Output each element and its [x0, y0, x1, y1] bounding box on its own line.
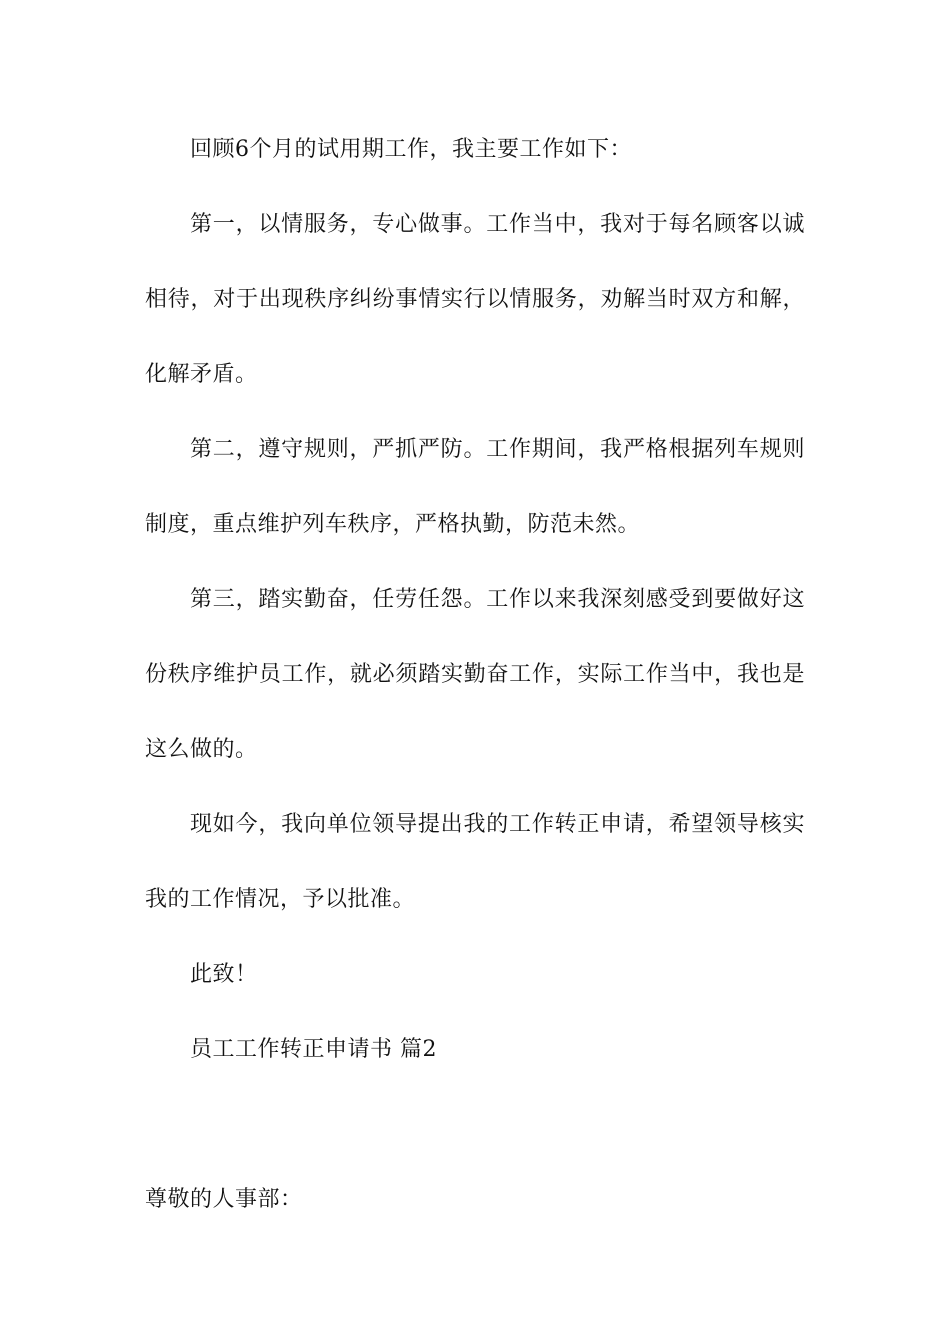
paragraph-first-line-2: 相待，对于出现秩序纠纷事情实行以情服务，劝解当时双方和解， [145, 287, 805, 312]
paragraph-first-line-1: 第一，以情服务，专心做事。工作当中，我对于每名顾客以诚 [190, 212, 805, 237]
paragraph-request-line-2: 我的工作情况，予以批准。 [145, 887, 416, 912]
paragraph-request-line-1: 现如今，我向单位领导提出我的工作转正申请，希望领导核实 [190, 812, 805, 837]
paragraph-third-line-3: 这么做的。 [145, 737, 258, 762]
paragraph-third-line-1: 第三，踏实勤奋，任劳任怨。工作以来我深刻感受到要做好这 [190, 587, 805, 612]
section-heading: 员工工作转正申请书 篇2 [190, 1037, 437, 1062]
paragraph-review-intro: 回顾6个月的试用期工作，我主要工作如下： [190, 137, 632, 162]
paragraph-second-line-2: 制度，重点维护列车秩序，严格执勤，防范未然。 [145, 512, 641, 537]
paragraph-first-line-3: 化解矛盾。 [145, 362, 258, 387]
closing-salutation: 此致！ [190, 962, 258, 987]
paragraph-third-line-2: 份秩序维护员工作，就必须踏实勤奋工作，实际工作当中，我也是 [145, 662, 805, 687]
paragraph-second-line-1: 第二，遵守规则，严抓严防。工作期间，我严格根据列车规则 [190, 437, 805, 462]
letter-salutation: 尊敬的人事部： [145, 1187, 303, 1212]
